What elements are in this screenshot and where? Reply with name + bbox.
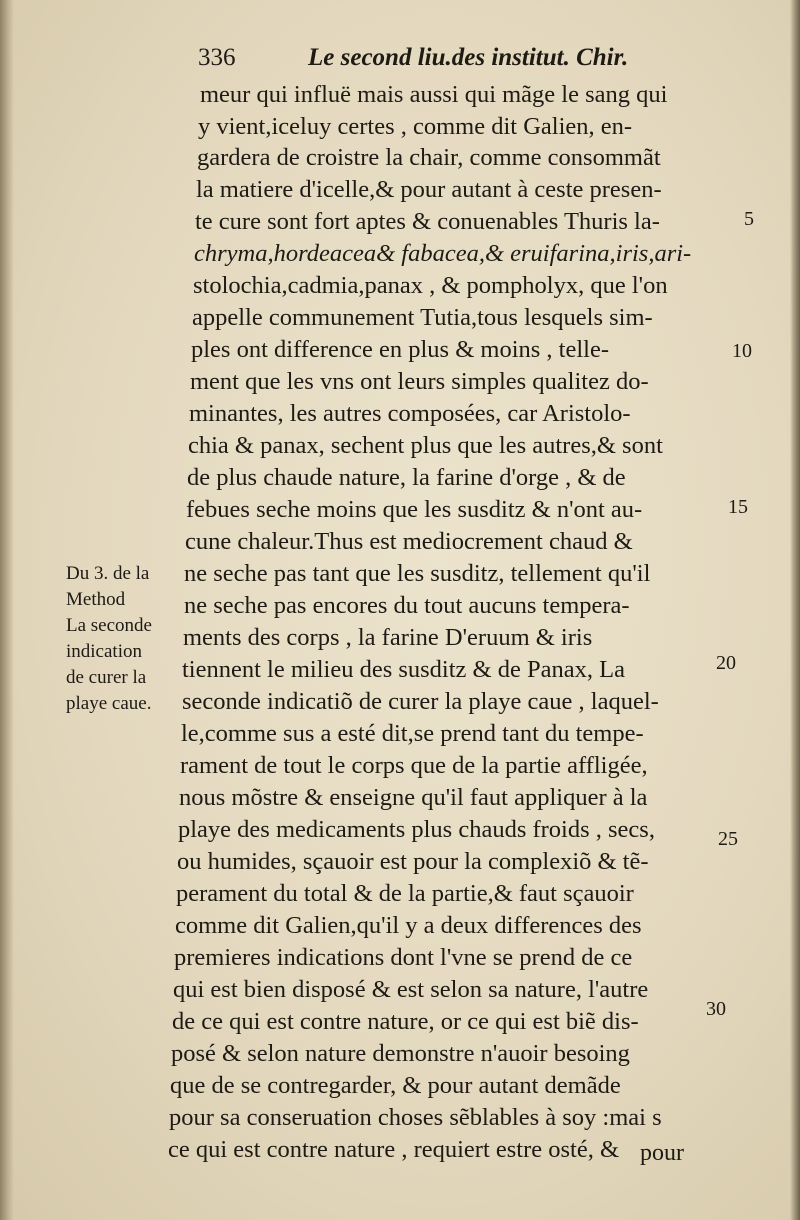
line-number: 10 (732, 340, 752, 362)
running-title: Le second liu.des institut. Chir. (308, 44, 629, 71)
text-line: chryma,hordeacea& fabacea,& eruifarina,iris,ari- (194, 240, 692, 267)
page-number: 336 (198, 44, 236, 71)
text-line: seconde indicatiõ de curer la playe caue , laquel- (182, 688, 659, 715)
text-line: que de se contregarder, & pour autant demãde (170, 1072, 621, 1099)
text-line: nous mõstre & enseigne qu'il faut appliquer à la (179, 784, 648, 811)
text-line: cune chaleur.Thus est mediocrement chaud & (185, 528, 633, 555)
margin-note-line: playe caue. (66, 693, 152, 714)
text-line: minantes, les autres composées, car Aristolo- (189, 400, 631, 427)
margin-note-line: La seconde (66, 615, 152, 636)
text-line: ments des corps , la farine D'eruum & iris (183, 624, 593, 651)
text-line: appelle communement Tutia,tous lesquels sim- (192, 304, 653, 331)
text-line: stolochia,cadmia,panax , & pompholyx, que l'on (193, 272, 668, 299)
text-line: premieres indications dont l'vne se prend de ce (174, 944, 633, 971)
text-line: rament de tout le corps que de la partie affligée, (180, 752, 648, 779)
text-line: tiennent le milieu des susditz & de Panax, La (182, 656, 625, 683)
text-line: meur qui influë mais aussi qui mãge le sang qui (200, 81, 668, 108)
margin-note-line: de curer la (66, 667, 147, 688)
line-number: 20 (716, 652, 736, 674)
text-line: comme dit Galien,qu'il y a deux differences des (175, 912, 642, 939)
text-line: de ce qui est contre nature, or ce qui est biẽ dis- (172, 1008, 639, 1035)
text-line: perament du total & de la partie,& faut sçauoir (176, 880, 634, 907)
margin-note-line: Du 3. de la (66, 563, 150, 584)
margin-note-line: indication (66, 641, 142, 662)
text-line: febues seche moins que les susditz & n'ont au- (186, 496, 643, 523)
text-line: la matiere d'icelle,& pour autant à ceste presen- (196, 176, 662, 203)
line-number: 25 (718, 828, 738, 850)
line-number: 5 (744, 208, 754, 230)
text-line: ne seche pas tant que les susditz, tellement qu'il (184, 560, 651, 587)
text-line: posé & selon nature demonstre n'auoir besoing (171, 1040, 630, 1067)
line-number: 15 (728, 496, 748, 518)
text-line: y vient,iceluy certes , comme dit Galien, en- (198, 113, 633, 140)
text-line: de plus chaude nature, la farine d'orge , & de (187, 464, 626, 491)
text-line: pour sa conseruation choses sẽblables à soy :mai s (169, 1104, 662, 1131)
catchword: pour (640, 1140, 684, 1166)
text-line: ment que les vns ont leurs simples qualitez do- (190, 368, 649, 395)
text-line: ples ont difference en plus & moins , telle- (191, 336, 609, 363)
margin-note-line: Method (66, 589, 126, 610)
text-line: gardera de croistre la chair, comme consommãt (197, 144, 661, 171)
text-line: ne seche pas encores du tout aucuns tempera- (184, 592, 630, 619)
text-line: chia & panax, sechent plus que les autres,& sont (188, 432, 663, 459)
text-line: ce qui est contre nature , requiert estre osté, & (168, 1136, 620, 1163)
text-line: playe des medicaments plus chauds froids , secs, (178, 816, 655, 843)
text-line: qui est bien disposé & est selon sa nature, l'autre (173, 976, 649, 1003)
text-line: ou humides, sçauoir est pour la complexiõ & tẽ- (177, 848, 649, 875)
line-number: 30 (706, 998, 726, 1020)
text-line: te cure sont fort aptes & conuenables Thuris la- (195, 208, 660, 235)
text-line: le,comme sus a esté dit,se prend tant du tempe- (181, 720, 644, 747)
